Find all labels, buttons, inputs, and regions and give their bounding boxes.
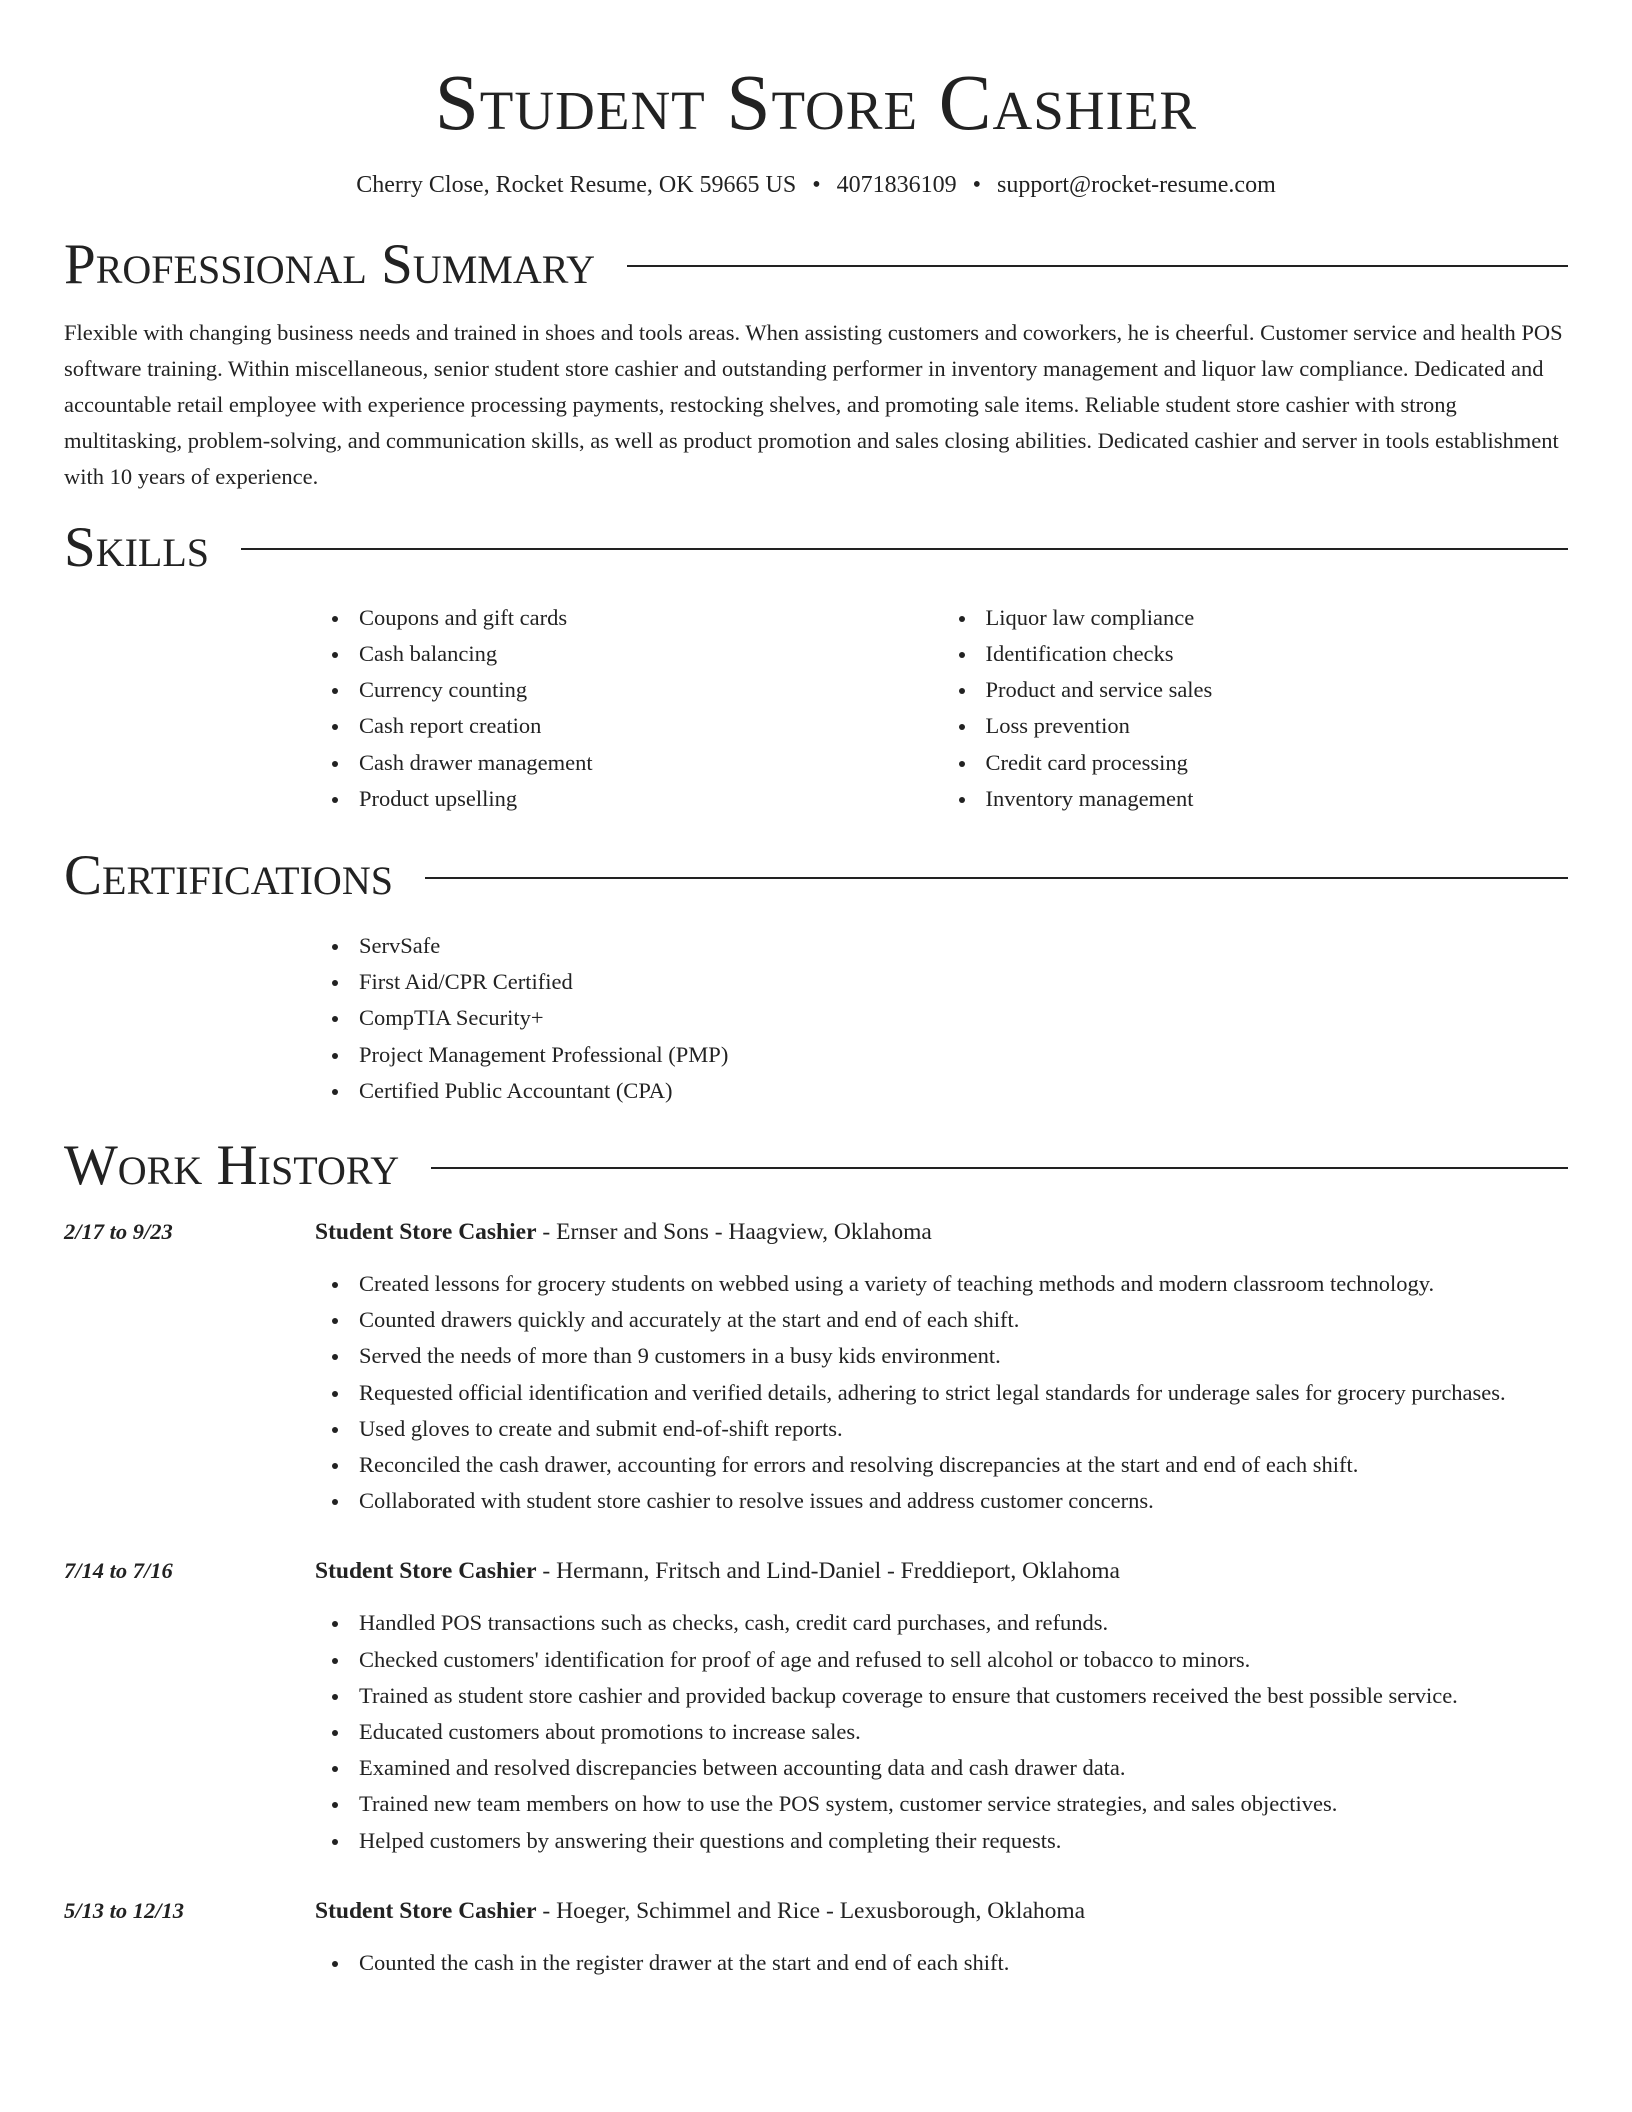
job-bullet: Served the needs of more than 9 customers in a busy kids environment. bbox=[359, 1338, 1568, 1374]
section-divider bbox=[431, 1167, 1568, 1169]
skill-item: Currency counting bbox=[359, 672, 942, 708]
job-bullet: Checked customers' identification for proof of age and refused to sell alcohol or tobacco to minors. bbox=[359, 1642, 1568, 1678]
job-header bbox=[64, 1214, 1568, 1250]
job-dates: 5/13 to 12/13 bbox=[64, 1897, 185, 1923]
skill-item: Identification checks bbox=[986, 636, 1569, 672]
job-bullet: Counted drawers quickly and accurately at the start and end of each shift. bbox=[359, 1302, 1568, 1338]
job-bullet: Educated customers about promotions to increase sales. bbox=[359, 1714, 1568, 1750]
job-bullets bbox=[315, 1266, 1568, 1519]
certification-item: Project Management Professional (PMP) bbox=[359, 1037, 1568, 1073]
job-bullet: Handled POS transactions such as checks, cash, credit card purchases, and refunds. bbox=[359, 1605, 1568, 1641]
candidate-name: Student Store Cashier bbox=[434, 60, 1198, 147]
job-header bbox=[64, 1893, 1568, 1929]
job-dates: 2/17 to 9/23 bbox=[64, 1219, 173, 1245]
contact-separator: • bbox=[972, 172, 982, 198]
job-bullet: Trained as student store cashier and provided backup coverage to ensure that customers received the best possible service. bbox=[359, 1678, 1568, 1714]
skill-item: Cash balancing bbox=[359, 636, 942, 672]
job-entry bbox=[64, 1214, 1568, 1519]
contact-separator: • bbox=[812, 172, 821, 198]
certification-item: Certified Public Accountant (CPA) bbox=[359, 1073, 1568, 1109]
contact-address: Cherry Close, Rocket Resume, OK 59665 US bbox=[356, 172, 797, 198]
job-role: Student Store Cashier bbox=[315, 1219, 537, 1246]
skill-item: Product and service sales bbox=[986, 672, 1569, 708]
skills-column-right bbox=[942, 600, 1569, 817]
certification-item: First Aid/CPR Certified bbox=[359, 964, 1568, 1000]
job-bullet: Reconciled the cash drawer, accounting for errors and resolving discrepancies at the start and end of each shift. bbox=[359, 1447, 1568, 1483]
skill-item: Product upselling bbox=[359, 781, 942, 817]
certifications-section-header bbox=[64, 844, 1568, 908]
job-title-line bbox=[315, 1214, 932, 1250]
skills-column-left bbox=[315, 600, 942, 817]
job-bullet: Trained new team members on how to use the POS system, customer service strategies, and sales objectives. bbox=[359, 1786, 1568, 1822]
job-bullet: Collaborated with student store cashier to resolve issues and address customer concerns. bbox=[359, 1483, 1568, 1519]
job-entry bbox=[64, 1553, 1568, 1858]
certification-item: CompTIA Security+ bbox=[359, 1000, 1568, 1036]
work-section-title: Work History bbox=[64, 1134, 400, 1198]
skills-section-title: Skills bbox=[64, 515, 210, 579]
work-section-header bbox=[64, 1134, 1568, 1198]
skills-section-header bbox=[64, 515, 1568, 579]
certification-item: ServSafe bbox=[359, 928, 1568, 964]
job-entry bbox=[64, 1893, 1568, 1981]
skills-list bbox=[315, 600, 1568, 817]
contact-line bbox=[64, 171, 1568, 200]
section-divider bbox=[627, 265, 1568, 267]
section-divider bbox=[425, 877, 1568, 879]
job-employer: - Hermann, Fritsch and Lind-Daniel - Freddieport, Oklahoma bbox=[536, 1558, 1120, 1585]
job-bullet: Helped customers by answering their questions and completing their requests. bbox=[359, 1823, 1568, 1859]
skill-item: Credit card processing bbox=[986, 745, 1569, 781]
summary-text: Flexible with changing business needs and trained in shoes and tools areas. When assisting customers and coworkers, he is cheerful. Customer service and health POS software training. Within miscellaneous, senior student store cashier and outstanding performer in inventory management and liquor law compliance. Dedicated and accountable retail employee with experience processing payments, restocking shelves, and promoting sale items. Reliable student store cashier with strong multitasking, problem-solving, and communication skills, as well as product promotion and sales closing abilities. Dedicated cashier and server in tools establishment with 10 years of experience. bbox=[64, 319, 1563, 489]
job-bullet: Counted the cash in the register drawer at the start and end of each shift. bbox=[359, 1945, 1568, 1981]
job-role: Student Store Cashier bbox=[315, 1558, 537, 1585]
contact-email[interactable]: support@rocket-resume.com bbox=[997, 172, 1276, 198]
job-dates: 7/14 to 7/16 bbox=[64, 1558, 173, 1584]
job-employer: - Hoeger, Schimmel and Rice - Lexusborough, Oklahoma bbox=[536, 1897, 1086, 1924]
resume-page bbox=[64, 0, 1568, 1981]
skill-item: Cash report creation bbox=[359, 708, 942, 744]
skill-item: Liquor law compliance bbox=[986, 600, 1569, 636]
job-bullet: Requested official identification and verified details, adhering to strict legal standards for underage sales for grocery purchases. bbox=[359, 1375, 1568, 1411]
section-divider bbox=[241, 548, 1568, 550]
job-bullet: Created lessons for grocery students on webbed using a variety of teaching methods and modern classroom technology. bbox=[359, 1266, 1568, 1302]
summary-section-title: Professional Summary bbox=[64, 232, 596, 296]
job-header bbox=[64, 1553, 1568, 1589]
summary-section-header bbox=[64, 232, 1568, 296]
job-title-line bbox=[315, 1893, 1085, 1929]
skill-item: Coupons and gift cards bbox=[359, 600, 942, 636]
job-bullets bbox=[315, 1605, 1568, 1858]
job-bullets bbox=[315, 1945, 1568, 1981]
job-bullet: Used gloves to create and submit end-of-shift reports. bbox=[359, 1411, 1568, 1447]
job-employer: - Ernser and Sons - Haagview, Oklahoma bbox=[536, 1219, 932, 1246]
certifications-section-title: Certifications bbox=[64, 844, 393, 908]
contact-phone: 4071836109 bbox=[836, 172, 957, 198]
job-title-line bbox=[315, 1553, 1120, 1589]
certifications-list bbox=[315, 928, 1568, 1109]
job-bullet: Examined and resolved discrepancies between accounting data and cash drawer data. bbox=[359, 1750, 1568, 1786]
skill-item: Cash drawer management bbox=[359, 745, 942, 781]
job-role: Student Store Cashier bbox=[315, 1897, 537, 1924]
skill-item: Inventory management bbox=[986, 781, 1569, 817]
skill-item: Loss prevention bbox=[986, 708, 1569, 744]
